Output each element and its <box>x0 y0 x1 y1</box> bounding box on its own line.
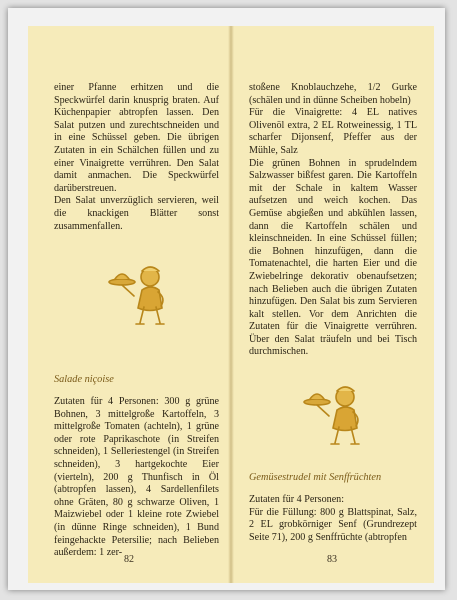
right-paragraph-2: Für die Vinaigrette: 4 EL natives Olivenöl extra, 2 EL Rotweinessig, 1 TL scharfer Dijonsenf, Pfeffer aus der Mühle, Salz <box>249 107 417 156</box>
right-ingredients-head: Zutaten für 4 Personen: <box>249 494 345 505</box>
left-paragraph-1: einer Pfanne erhitzen und die Speckwürfel darin knusprig braten. Auf Küchenpapier abtropfen lassen. Den Salat putzen und zurechtschneiden und in eine Schüssel geben. Die übrigen Zutaten in ein Schälchen füllen und zu einer Vinaigrette verrühren. Den Salat damit anmachen. Die Speckwürfel darüberstreuen. <box>54 82 219 194</box>
photo-frame <box>8 8 445 590</box>
left-text-block <box>54 82 219 233</box>
book-gutter <box>228 26 234 583</box>
right-paragraph-3: Die grünen Bohnen in sprudelndem Salzwasser bißfest garen. Die Kartoffeln mit der Schale in kaltem Wasser aufsetzen und weich kochen. Das Gemüse abgießen und abkühlen lassen, dann die Kartoffeln schälen und kleinschneiden. In eine Schüssel füllen; die Bohnen hinzufügen, dann die Tomatenachtel, die harten Eier und die Zwiebelringe dekorativ obenaufsetzen; nach Belieben auch die übrigen Zutaten hinzufügen. Den Salat bis zum Servieren kalt stellen. Vor dem Anrichten die Zutaten für die Vinaigrette verrühren. Über den Salat träufeln und bei Tisch durchmischen. <box>249 157 417 358</box>
waiter-with-tray-icon <box>106 262 176 332</box>
recipe-title-salade-nicoise: Salade niçoise <box>54 374 114 385</box>
left-page <box>28 26 231 583</box>
right-page <box>231 26 434 583</box>
page-number-left: 82 <box>124 554 134 565</box>
page-number-right: 83 <box>327 554 337 565</box>
left-paragraph-2: Den Salat unverzüglich servieren, weil die knackigen Blätter sonst zusammenfallen. <box>54 195 219 232</box>
left-ingredients: Zutaten für 4 Personen: 300 g grüne Bohnen, 3 mittelgroße Kartoffeln, 3 mittelgroße Tomaten (achteln), 1 grüne oder rote Paprikaschote (in Streifen schneiden), 1 Selleriestengel (in Streifen schneiden), 3 hartgekochte Eier (vierteln), 200 g Thunfisch in Öl (abtropfen lassen), 4 Sardellenfilets ohne Gräten, 80 g schwarze Oliven, 1 Maizwiebel oder 1 kleine rote Zwiebel (in dünne Ringe schneiden), 1 Bund feingehackte Petersilie; nach Belieben außerdem: 1 zer- <box>54 396 219 559</box>
right-paragraph-1: stoßene Knoblauchzehe, 1/2 Gurke (schälen und in dünne Scheiben hobeln) <box>249 82 417 106</box>
right-ingredients-body: Für die Füllung: 800 g Blattspinat, Salz, 2 EL grobkörniger Senf (Grundrezept Seite 71), 200 g Senffrüchte (abtropfen <box>249 506 417 543</box>
book-spread <box>28 26 434 583</box>
right-ingredients <box>249 494 417 544</box>
recipe-title-gemuesestrudel: Gemüsestrudel mit Senffrüchten <box>249 472 382 483</box>
right-text-block <box>249 82 417 359</box>
waiter-with-tray-icon <box>301 382 371 452</box>
